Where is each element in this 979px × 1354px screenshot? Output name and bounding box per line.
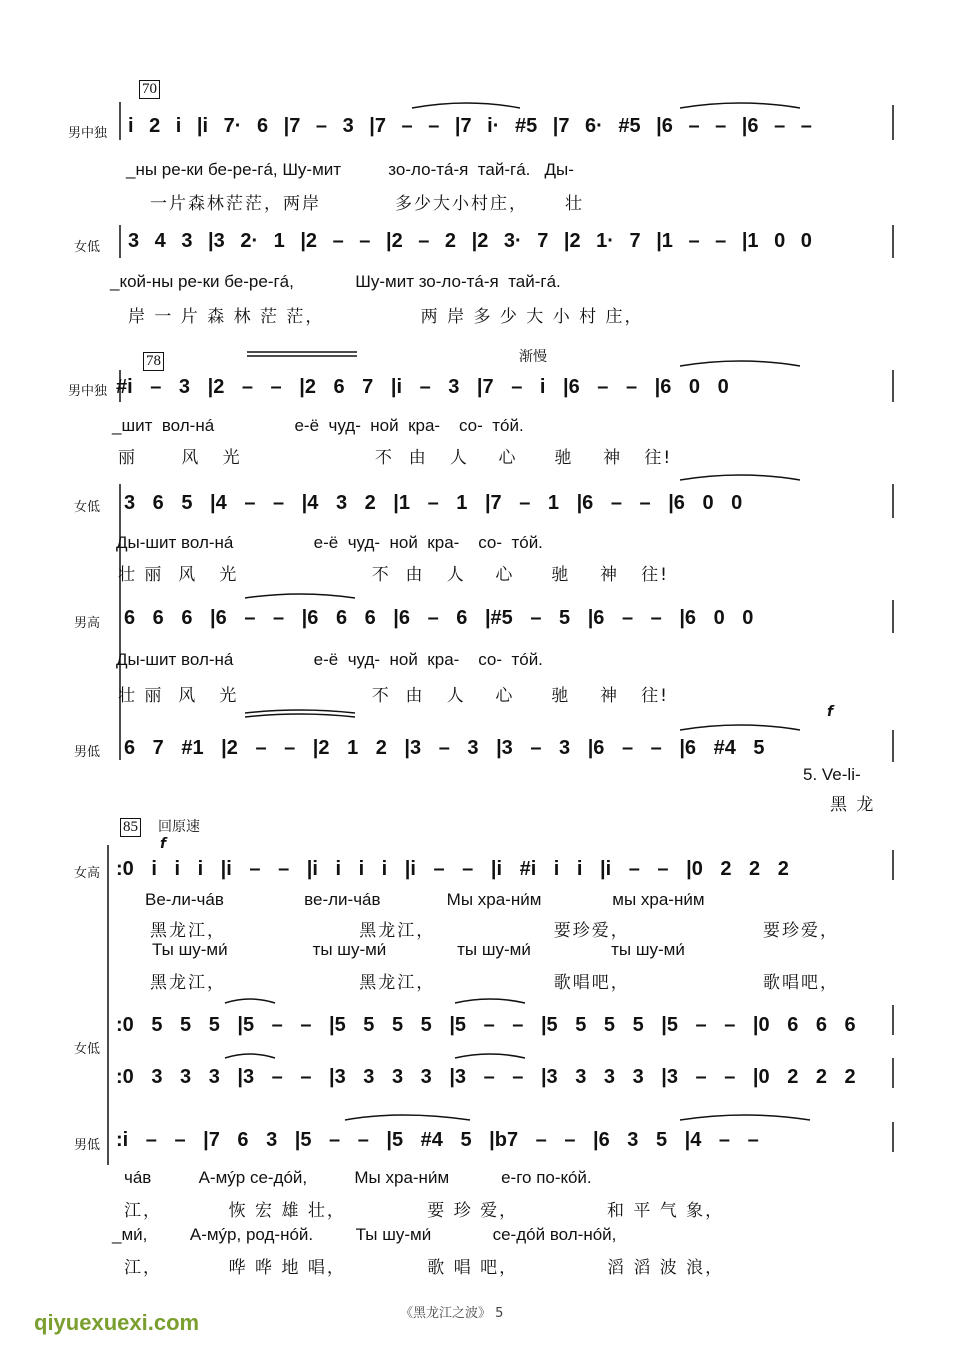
tempo-marking: 回原速 <box>158 819 200 835</box>
note-line: 6 7 #1 |2 – – |2 1 2 |3 – 3 |3 – 3 |6 – – |6 #4 5 <box>124 737 765 759</box>
lyric-russian: Ве-ли-чáв ве-ли-чáв Мы хра-ни́м мы хра-ни́м <box>145 890 705 909</box>
measure-number: 85 <box>120 818 141 837</box>
dynamic-marking: f <box>827 704 834 720</box>
lyric-chinese: 江， 哗 哗 地 唱， 歌 唱 吧， 滔 滔 波 浪， <box>124 1258 725 1278</box>
part-label: 男低 <box>74 745 101 760</box>
note-line: #i – 3 |2 – – |2 6 7 |i – 3 |7 – i |6 – – |6 0 0 <box>116 376 729 398</box>
lyric-russian: Ды-шит вол-нá е-ё чуд- ной кра- со- тóй. <box>116 650 543 669</box>
lyric-russian: Ты шу-ми́ ты шу-ми́ ты шу-ми́ ты шу-ми́ <box>152 940 685 959</box>
note-line: 6 6 6 |6 – – |6 6 6 |6 – 6 |#5 – 5 |6 – – |6 0 0 <box>124 607 754 629</box>
note-line: :0 i i i |i – – |i i i i |i – – |i #i i i |i – – |0 2 2 2 <box>116 858 789 880</box>
part-label: 女低 <box>74 1042 101 1057</box>
lyric-russian: _ны ре-ки бе-ре-гá, Шу-мит зо-ло-тá-я тай-гá. Ды- <box>126 160 574 179</box>
lyric-chinese: 黑 龙 <box>830 795 876 815</box>
part-label: 女高 <box>74 866 101 881</box>
lyric-russian: Ды-шит вол-нá е-ё чуд- ной кра- со- тóй. <box>116 533 543 552</box>
note-line: :0 3 3 3 |3 – – |3 3 3 3 |3 – – |3 3 3 3 |3 – – |0 2 2 2 <box>116 1066 856 1088</box>
lyric-russian: _кой-ны ре-ки бе-ре-гá, Шу-мит зо-ло-тá-я тай-гá. <box>110 272 561 291</box>
lyric-russian: _ми́, А-мýр, род-нóй. Ты шу-ми́ се-дóй вол-нóй, <box>112 1225 617 1244</box>
note-line: 3 4 3 |3 2· 1 |2 – – |2 – 2 |2 3· 7 |2 1· 7 |1 – – |1 0 0 <box>128 230 812 252</box>
lyric-russian: чáв А-мýр се-дóй, Мы хра-ни́м е-го по-кóй. <box>124 1168 592 1187</box>
watermark-logo: qiyuexuexi.com <box>34 1310 200 1335</box>
lyric-chinese: 壮 丽 风 光 不 由 人 心 驰 神 往! <box>118 565 669 585</box>
part-label: 男高 <box>74 616 101 631</box>
lyric-chinese: 丽 风 光 不 由 人 心 驰 神 往! <box>118 448 673 468</box>
part-label: 男低 <box>74 1138 101 1153</box>
note-line: :0 5 5 5 |5 – – |5 5 5 5 |5 – – |5 5 5 5 |5 – – |0 6 6 6 <box>116 1014 856 1036</box>
part-label: 女低 <box>74 240 101 255</box>
lyric-chinese: 江， 恢 宏 雄 壮， 要 珍 爱， 和 平 气 象， <box>124 1201 725 1221</box>
lyric-chinese: 岸 一 片 森 林 茫 茫， 两 岸 多 少 大 小 村 庄， <box>128 307 644 327</box>
lyric-russian: _шит вол-нá е-ё чуд- ной кра- со- тóй. <box>112 416 524 435</box>
measure-number: 78 <box>143 352 164 371</box>
part-label: 男中独 <box>68 384 108 399</box>
note-line: :i – – |7 6 3 |5 – – |5 #4 5 |b7 – – |6 3 5 |4 – – <box>116 1129 759 1151</box>
lyric-chinese: 一片森林茫茫，两岸 多少大小村庄， 壮 <box>150 194 585 214</box>
note-line: 3 6 5 |4 – – |4 3 2 |1 – 1 |7 – 1 |6 – – |6 0 0 <box>124 492 743 514</box>
part-label: 男中独 <box>68 126 108 141</box>
part-label: 女低 <box>74 500 101 515</box>
lyric-russian: 5. Ve-li- <box>803 765 861 784</box>
note-line: i 2 i |i 7· 6 |7 – 3 |7 – – |7 i· #5 |7 6· #5 |6 – – |6 – – <box>128 115 812 137</box>
page-caption: 《黑龙江之波》 5 <box>400 1306 504 1321</box>
lyric-chinese: 黑龙江， 黑龙江， 歌唱吧， 歌唱吧， <box>150 973 839 993</box>
dynamic-marking: f <box>160 836 167 852</box>
tempo-marking: 渐慢 <box>519 349 547 365</box>
lyric-chinese: 壮 丽 风 光 不 由 人 心 驰 神 往! <box>118 686 669 706</box>
lyric-chinese: 黑龙江， 黑龙江， 要珍爱， 要珍爱， <box>150 921 839 941</box>
measure-number: 70 <box>139 80 160 99</box>
